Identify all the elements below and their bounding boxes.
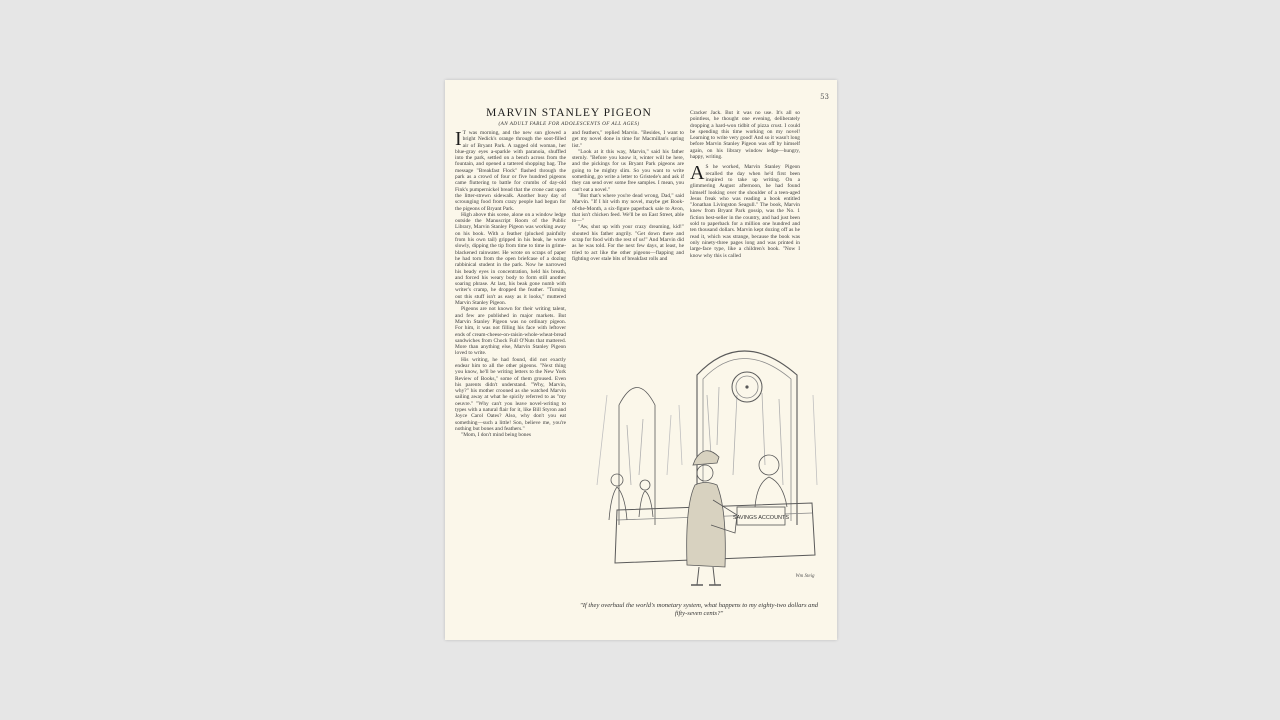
text-column-2 [572,130,684,332]
paragraph: S he worked, Marvin Stanley Pigeon recalled the day when he'd first been inspired to take up writing. On a glimmering August afternoon, he had found himself looking over the shoulder of a teen-aged Jesus freak who was reading a book entitled "Jonathan Livingston Seagull." The book, Marvin knew from Bryant Park gossip, was the No. 1 fiction best-seller in the country, and had just been sold to paperback for a million one hundred and ten thousand dollars. Marvin kept dozing off as he read it, which was strange, because the book was only ninety-three pages long and was printed in large-face type, like a children's book. "Now I know why this is called [690,164,800,259]
artist-signature: Wm Steig [795,574,815,579]
paragraph: T was morning, and the new sun glowed a bright Nedick's orange through the soot-filled air of Bryant Park. A ragged old woman, her blue-gray eyes a-sparkle with paranoia, shuffled into the park, settled on a bench across from the fountain, and opened a tattered shopping bag. The message "Breakfast Flock" flashed through the park as a crowd of four or five hundred pigeons came fluttering to battle for crumbs of day-old Fink's pumpernickel bread that the crone cast upon the litter-strewn sidewalk. Another busy day of scrounging food from crazy people had begun for the pigeons of Bryant Park. [455,130,566,212]
text-column-1 [455,130,566,620]
paragraph: Pigeons are not known for their writing talent, and few are published in major markets. But Marvin Stanley Pigeon was no ordinary pigeon. For him, it was not filling his face with leftover ends of cream-cheese-on-raisin-whole-wheat-bread sandwiches from Chock Full O'Nuts that mattered. More than anything else, Marvin Stanley Pigeon loved to write. [455,306,566,357]
cartoon-caption: "If they overhaul the world's monetary system, what happens to my eighty-two dollars and fifty-seven cents?" [579,602,819,617]
drop-cap-a: A [690,162,705,185]
paragraph: Cracker Jack. But it was no use. It's all so pointless, he thought one evening, deliberately dropping a hard-won tidbit of pizza crust. I could be spending this time working on my novel! Learning to write very good! And so it wasn't long before Marvin Stanley Pigeon was off by himself again, on his library window ledge—hungry, happy, writing. [690,110,800,161]
paragraph: and feathers," replied Marvin. "Besides, I want to get my novel done in time for Macmillan's spring list." [572,130,684,149]
drop-cap-i: I [455,130,462,150]
text-column-3 [690,110,800,332]
paragraph: His writing, he had found, did not exactly endear him to all the other pigeons. "Next thing you know, he'll be writing letters to the New York Review of Books," some of them groused. Even his parents didn't understand. "Why, Marvin, why?" his mother crooned as she watched Marvin sailing away at what he spicily referred to as "my oeuvre." "Why can't you leave novel-writing to types with a natural flair for it, like Bill Styron and Joyce Carol Oates? Also, why don't you eat something—such a little! Son, believe me, you're nothing but bones and feathers." [455,356,566,432]
paragraph: "Mom, I don't mind being bones [461,432,531,439]
paragraph: "Look at it this way, Marvin," said his father sternly. "Before you know it, winter will be here, and the pickings for us Bryant Park pigeons are going to be mighty slim. So you want to write something, go write a letter to Gristede's and ask if they can send over some free samples. I mean, you can't eat a novel." [572,148,684,193]
article-title: MARVIN STANLEY PIGEON [486,107,652,119]
cartoon-illustration [587,335,827,597]
cartoon-sign: SAVINGS ACCOUNTS [732,515,790,521]
page-number: 53 [820,93,829,101]
magazine-page [445,80,837,640]
paragraph: "But that's where you're dead wrong, Dad," said Marvin. "If I hit with my novel, maybe get Book-of-the-Month, a six-figure paperback sale to Avon, that isn't chicken feed. We'll be on East Street, able to—" [572,192,684,225]
paragraph: "Aw, shut up with your crazy dreaming, kid!" shouted his father angrily. "Get down there and scrap for food with the rest of us!" And Marvin did as he was told. For the next few days, at least, he tried to act like the other pigeons—flapping and fighting over stale bits of breakfast rolls and [572,224,684,262]
article-subtitle: (AN ADULT FABLE FOR ADOLESCENTS OF ALL AGES) [498,121,640,127]
paragraph: High above this scene, alone on a window ledge outside the Manuscript Room of the Public Library, Marvin Stanley Pigeon was working away on his book. With a feather (plucked painfully from his own tail) gripped in his beak, he wrote slowly, dipping the tip from time to time in grime-blackened rainwater. He wrote on scraps of paper he had torn from the open briefcase of a dozing rabbinical student in the park. Now he narrowed his beady eyes in concentration, held his breath, and forced his weary body to form still another soaring phrase. At last, his beak gone numb with writer's cramp, he dropped the feather. "Turning out this stuff isn't as easy as it looks," muttered Marvin Stanley Pigeon. [455,211,566,307]
